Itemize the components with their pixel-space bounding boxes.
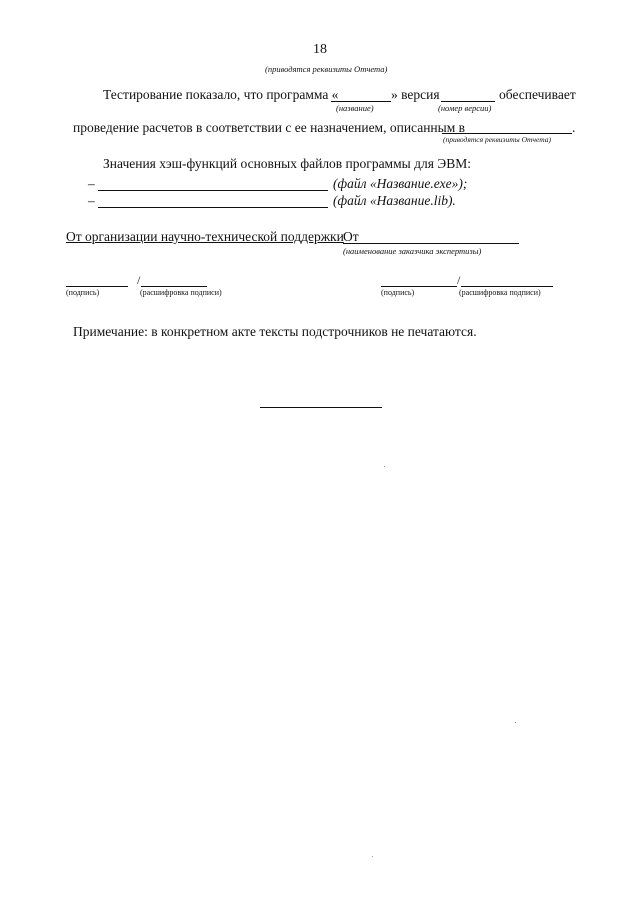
scan-speck bbox=[384, 466, 385, 467]
para1-after: обеспечивает bbox=[499, 87, 576, 102]
para2-caption: (приводятся реквизиты Отчета) bbox=[443, 135, 551, 144]
sign-caption: (подпись) bbox=[381, 288, 415, 297]
scan-speck bbox=[515, 722, 516, 723]
header-caption: (приводятся реквизиты Отчета) bbox=[265, 64, 388, 74]
dash: – bbox=[88, 176, 95, 191]
left-decode-blank bbox=[141, 286, 207, 287]
hash-title: Значения хэш-функций основных файлов программы для ЭВМ: bbox=[103, 156, 471, 171]
version-blank bbox=[441, 101, 495, 102]
customer-caption: (наименование заказчика экспертизы) bbox=[343, 246, 482, 256]
para2-end: . bbox=[572, 120, 576, 135]
page-number: 18 bbox=[313, 42, 327, 57]
customer-blank bbox=[343, 243, 519, 244]
org-customer-label: От bbox=[343, 229, 359, 244]
program-name-blank bbox=[331, 101, 391, 102]
hash-exe-label: (файл «Название.exe»); bbox=[333, 176, 468, 191]
para1-before: Тестирование показало, что программа « bbox=[103, 87, 339, 102]
sign-caption: (подпись) bbox=[66, 288, 100, 297]
para2-text: проведение расчетов в соответствии с ее назначением, описанным в bbox=[73, 120, 466, 135]
caption-name: (название) bbox=[336, 103, 374, 113]
slash: / bbox=[457, 273, 461, 287]
para1-mid: » версия bbox=[391, 87, 440, 102]
dash: – bbox=[88, 193, 95, 208]
decode-caption: (расшифровка подписи) bbox=[140, 288, 222, 297]
caption-version: (номер версии) bbox=[438, 103, 492, 113]
slash: / bbox=[137, 273, 141, 287]
end-divider bbox=[260, 407, 382, 408]
note: Примечание: в конкретном акте тексты подстрочников не печатаются. bbox=[73, 324, 477, 339]
hash-lib-blank bbox=[98, 207, 328, 208]
report-blank bbox=[442, 133, 572, 134]
scan-speck bbox=[372, 856, 373, 857]
org-support-label: От организации научно-технической поддержки bbox=[66, 229, 344, 244]
right-signature-blank bbox=[381, 286, 457, 287]
hash-lib-label: (файл «Название.lib). bbox=[333, 193, 456, 208]
right-decode-blank bbox=[461, 286, 553, 287]
hash-exe-blank bbox=[98, 190, 328, 191]
decode-caption: (расшифровка подписи) bbox=[459, 288, 541, 297]
left-signature-blank bbox=[66, 286, 128, 287]
